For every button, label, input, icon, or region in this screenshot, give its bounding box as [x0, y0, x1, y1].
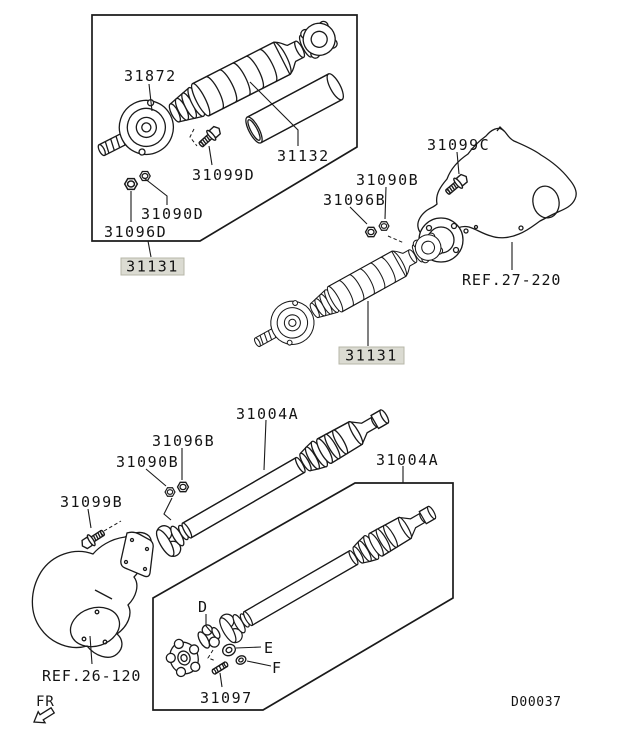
- case-detail-hole: [464, 229, 468, 233]
- stud-part: [211, 661, 228, 674]
- part-label-stud[interactable]: 31097: [200, 689, 253, 707]
- highlighted-part-label[interactable]: 31131: [345, 346, 398, 365]
- rear-shaft-section: [32, 401, 453, 710]
- rear-propeller-shaft-upper: [153, 401, 395, 560]
- part-label-sleeve[interactable]: 31132: [277, 147, 330, 165]
- part-label-bolt-d[interactable]: 31099D: [192, 166, 256, 184]
- nut-icon: [125, 179, 138, 190]
- front-direction-marker: [31, 694, 57, 728]
- bolt-position-dash: [104, 521, 121, 531]
- callout-letter-e: E: [264, 639, 275, 657]
- bolt-position-dash: [190, 129, 197, 146]
- part-label-washer-b2[interactable]: 31090B: [116, 453, 180, 471]
- front-differential-outline: [32, 532, 153, 657]
- front-propeller-shaft-installed: [245, 222, 450, 362]
- part-label-nut-b[interactable]: 31096B: [323, 191, 387, 209]
- washer-ring-e: [221, 642, 237, 657]
- washer-nut-icon: [165, 488, 175, 496]
- bolt-icon: [196, 124, 223, 150]
- part-label-nut-b2[interactable]: 31096B: [152, 432, 216, 450]
- front-shaft-panel: [87, 8, 357, 276]
- reference-label-transfer[interactable]: REF.27-220: [462, 271, 562, 289]
- part-label-washer-d[interactable]: 31090D: [141, 205, 205, 223]
- part-label-nut-d[interactable]: 31096D: [104, 223, 168, 241]
- washer-ring-f: [235, 654, 247, 665]
- selected-part-box-front[interactable]: [121, 258, 184, 276]
- reference-label-diff[interactable]: REF.26-120: [42, 667, 142, 685]
- part-label-shaft-lower[interactable]: 31004A: [376, 451, 440, 469]
- nut-icon: [366, 227, 377, 236]
- nut-position-dash: [388, 236, 404, 243]
- part-label-bolt-b[interactable]: 31099B: [60, 493, 124, 511]
- callout-letter-d: D: [198, 598, 209, 616]
- rear-propeller-shaft-lower: [216, 498, 441, 646]
- part-label-bolt-c[interactable]: 31099C: [427, 136, 491, 154]
- callout-letter-f: F: [272, 659, 283, 677]
- selected-part-box-mid[interactable]: [339, 347, 404, 365]
- front-marker-label: FR: [36, 694, 55, 710]
- part-label-center-bearing[interactable]: 31872: [124, 67, 177, 85]
- stud-position-dash: [208, 650, 216, 661]
- nut-icon: [178, 482, 189, 491]
- part-label-shaft-upper[interactable]: 31004A: [236, 405, 300, 423]
- washer-nut-icon: [379, 222, 389, 230]
- highlighted-part-label[interactable]: 31131: [126, 257, 179, 276]
- drawing-code: D00037: [511, 695, 562, 710]
- part-label-washer-b[interactable]: 31090B: [356, 171, 420, 189]
